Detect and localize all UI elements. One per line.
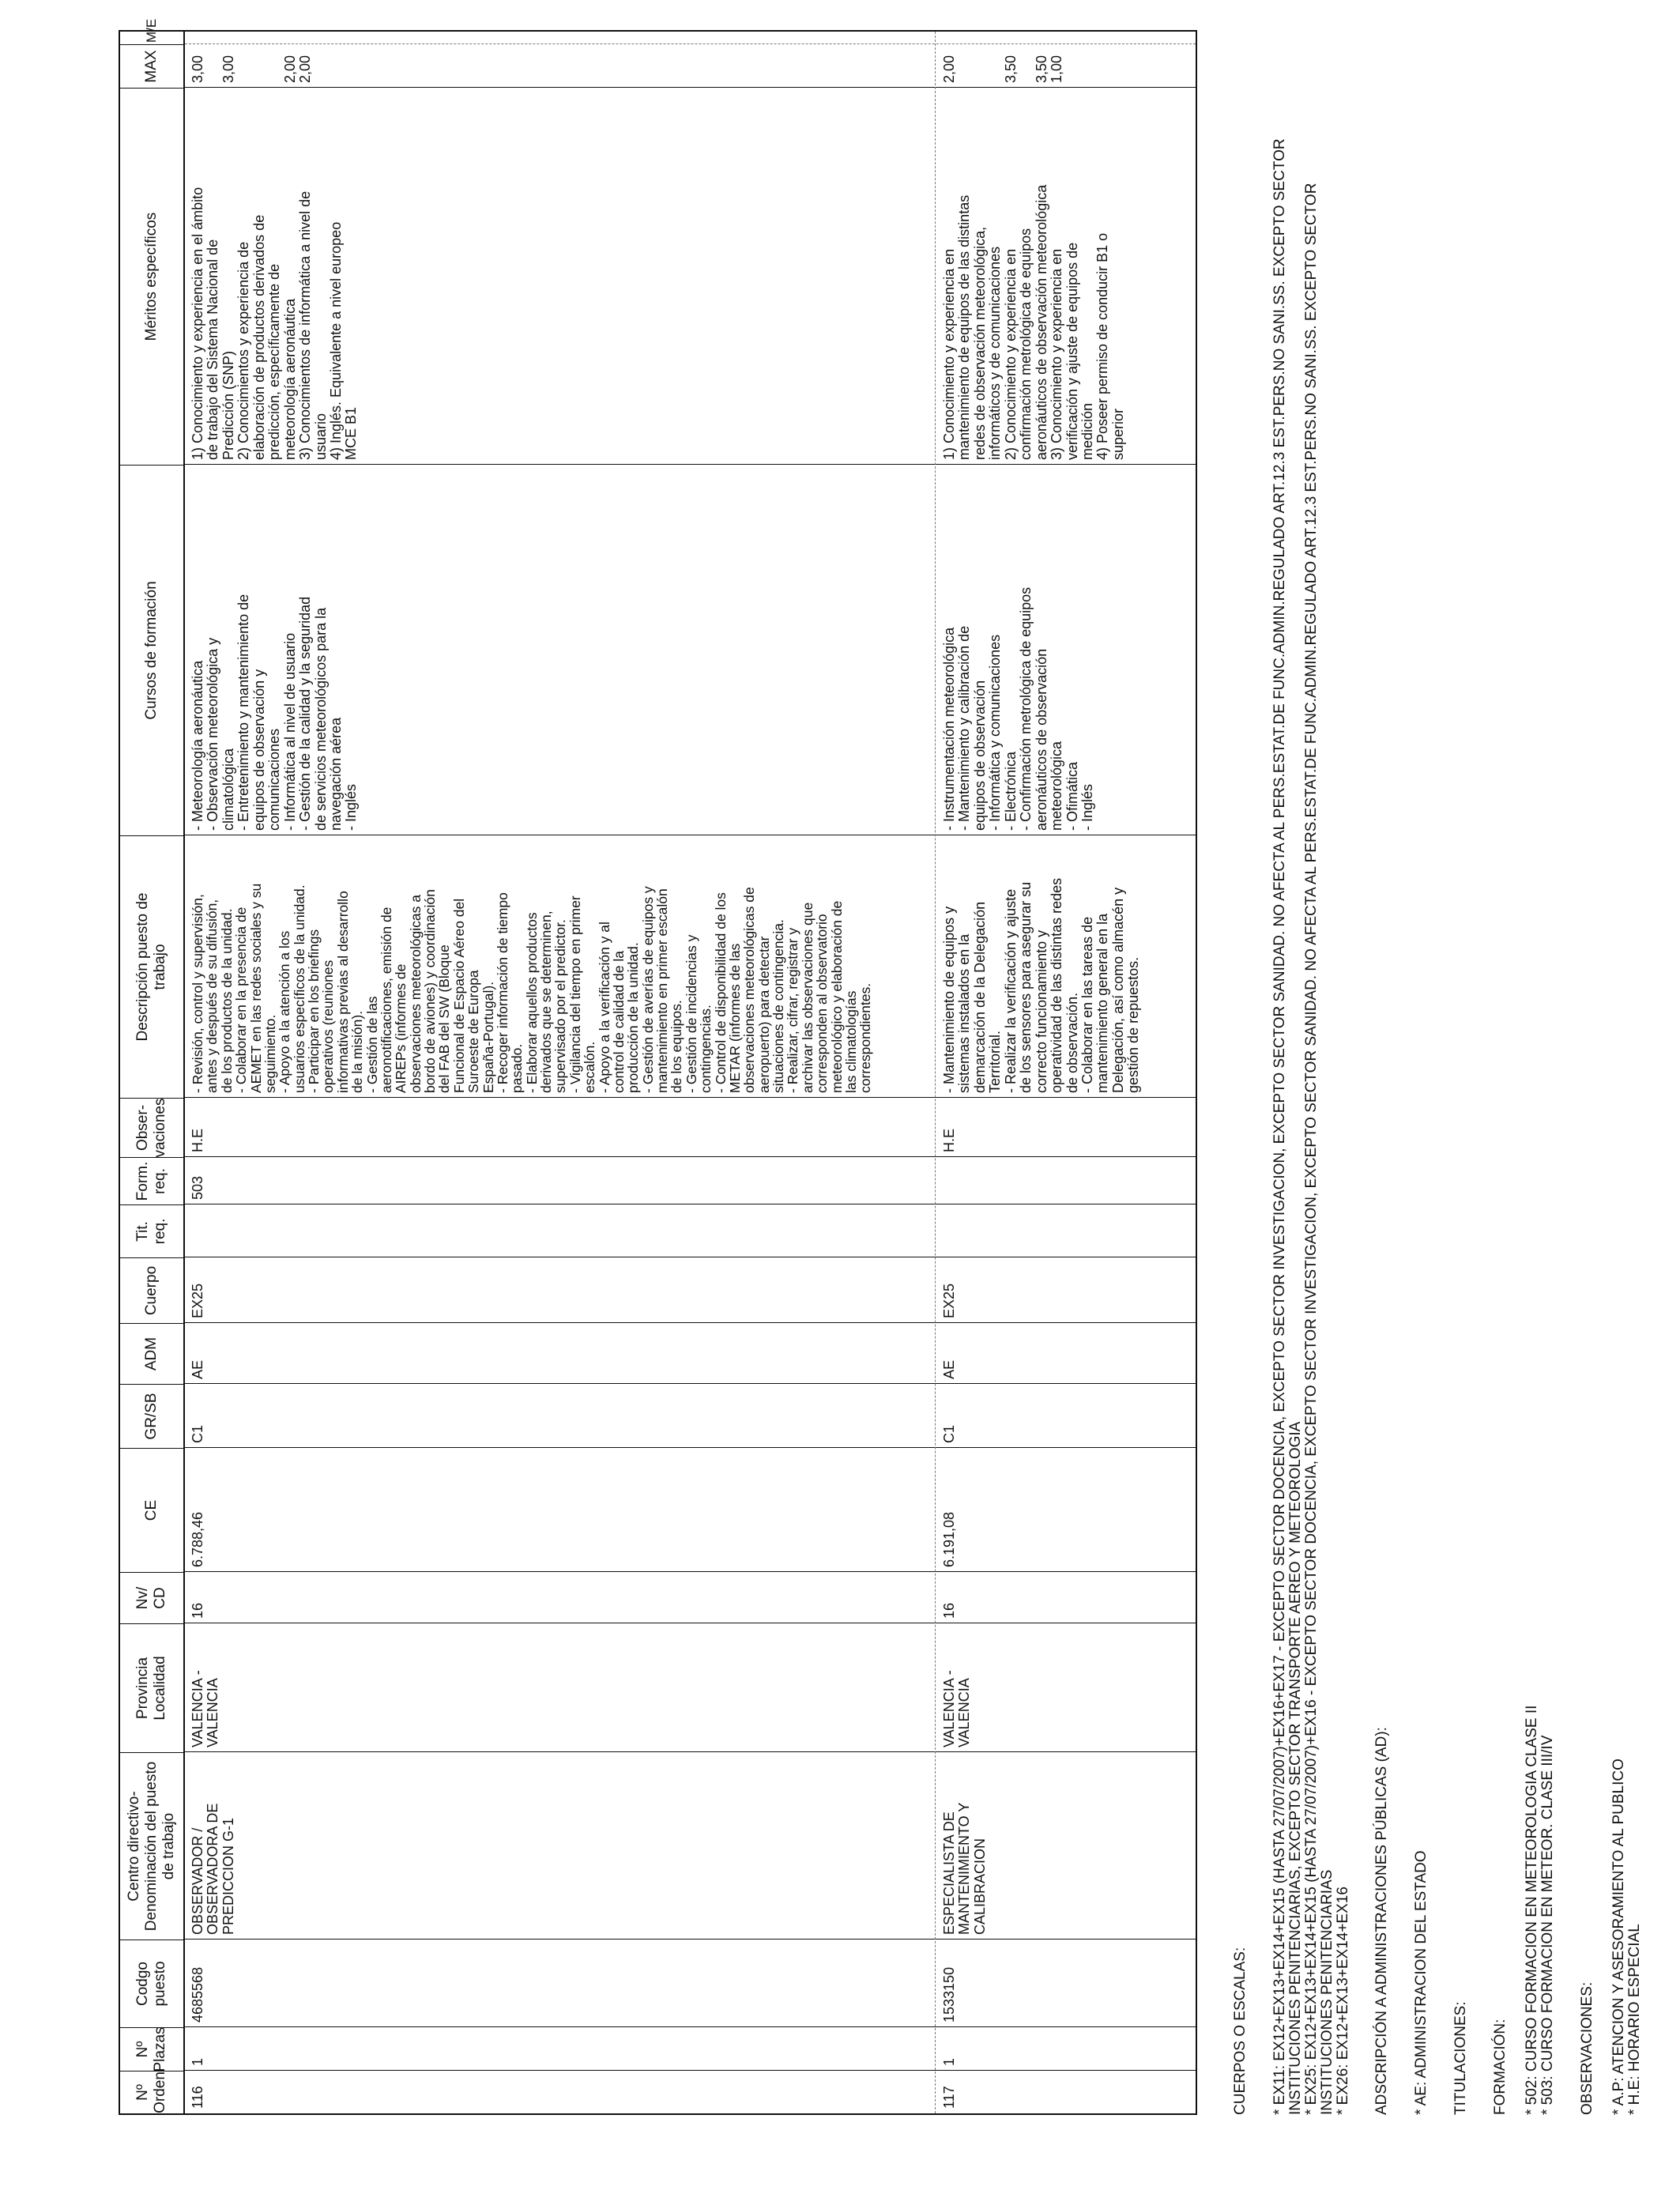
row-117-codigo: 1533150 bbox=[941, 1966, 957, 2022]
row-117-ce: 6.191,08 bbox=[941, 1511, 957, 1567]
header-descripcion: Descripción puesto de trabajo bbox=[120, 835, 185, 1098]
row-116-max: 3,00 3,00 2,00 2,00 bbox=[190, 55, 314, 83]
row-116-nivel: 16 bbox=[190, 1602, 205, 1619]
row-116-me bbox=[187, 32, 930, 44]
row-116-cuerpo: EX25 bbox=[190, 1283, 205, 1318]
row-117-me bbox=[939, 32, 1192, 44]
header-grsb: GR/SB bbox=[120, 1384, 185, 1448]
row-116-codigo: 4685568 bbox=[190, 1966, 205, 2022]
row-117-provincia: VALENCIA - VALENCIA bbox=[941, 1670, 973, 1747]
header-meritos: Méritos específicos bbox=[120, 88, 185, 465]
row-116-ce: 6.788,46 bbox=[190, 1511, 205, 1567]
footnote-observaciones-text: * A.P: ATENCION Y ASESORAMIENTO AL PUBLICO * H.E: HORARIO ESPECIAL bbox=[1610, 1759, 1643, 2115]
header-ce: CE bbox=[120, 1448, 185, 1572]
row-116-orden: 116 bbox=[190, 2086, 205, 2109]
header-provincia: Provincia Localidad bbox=[120, 1623, 185, 1752]
row-117-plazas: 1 bbox=[941, 2057, 957, 2066]
row-divider bbox=[935, 32, 936, 2113]
footnote-titulaciones-title: TITULACIONES: bbox=[1452, 2001, 1470, 2115]
row-116-adm: AE bbox=[190, 1359, 205, 1379]
header-cursos: Cursos de formación bbox=[120, 465, 185, 835]
footnote-formacion-text: * 502: CURSO FORMACION EN METEOROLOGIA CLASE II * 503: CURSO FORMACION EN METEOR. CLASE III/IV bbox=[1523, 1705, 1556, 2115]
header-codigo: Codgo puesto bbox=[120, 1940, 185, 2027]
footnote-cuerpos-text: * EX11: EX12+EX13+EX14+EX15 (HASTA 27/07/2007)+EX16+EX17 - EXCEPTO SECTOR DOCENCIA, EXCEPTO SECTOR INVESTIGACION, EXCEPTO SECTOR SANIDAD. NO AFECTA AL PERS.ESTAT.DE FUNC.ADMIN.REGULADO ART.12.3 EST.PERS.NO SANI.SS. EXCEPTO SECTOR INSTITUCIONES PENITENCIARIAS, EXCEPTO SECTOR TRANSPORTE AEREO Y METEOROLOGIA * EX25: EX12+EX13+EX14+EX15 (HASTA 27/07/2007)+EX16 - EXCEPTO SECTOR DOCENCIA, EXCEPTO SECTOR INVESTIGACION, EXCEPTO SECTOR SANIDAD. NO AFECTA AL PERS.ESTAT.DE FUNC.ADMIN.REGULADO ART.12.3 EST.PERS.NO SANI.SS. EXCEPTO SECTOR INSTITUCIONES PENITENCIARIAS * EX26: EX12+EX13+EX14+EX16 bbox=[1271, 138, 1351, 2115]
header-centro: Centro directivo- Denominación del puesto de trabajo bbox=[120, 1752, 185, 1940]
row-117-adm: AE bbox=[941, 1359, 957, 1379]
row-116-plazas: 1 bbox=[190, 2057, 205, 2066]
row-116-obs: H.E bbox=[190, 1128, 205, 1152]
row-116-tit bbox=[187, 1204, 930, 1257]
row-116-grsb: C1 bbox=[190, 1424, 205, 1443]
row-116-cursos: - Meteorología aeronáutica - Observación meteorológica y climatológica - Entretenimiento y mantenimiento de equipos de observación y comunicaciones - Informática al nivel de usuario - Gestión de la calidad y la seguridad de servicios meteorológicos para la navegación aérea - Inglés bbox=[190, 594, 360, 831]
row-117-orden: 117 bbox=[941, 2086, 957, 2109]
header-cuerpo: Cuerpo bbox=[120, 1257, 185, 1323]
positions-table bbox=[119, 18, 1197, 2115]
row-116-centro: OBSERVADOR / OBSERVADORA DE PREDICCION G-1 bbox=[190, 1803, 236, 1935]
header-orden: Nº Orden bbox=[120, 2071, 185, 2113]
header-max: MAX bbox=[120, 44, 185, 88]
row-116-form: 503 bbox=[190, 1175, 205, 1200]
row-117-max: 2,00 3,50 3,50 1,00 bbox=[941, 55, 1065, 83]
row-117-descripcion: - Mantenimiento de equipos y sistemas instalados en la demarcación de la Delegación Territorial. - Realizar la verificación y ajuste de los sensores para asegurar su correcto funcionamiento y operatividad de las distintas redes de observación. - Colaborar en las tareas de mantenimiento general en la Delegación, así como almacén y gestión de repuestos. bbox=[941, 877, 1142, 1093]
footnotes bbox=[1217, 28, 1666, 2115]
footnote-cuerpos-title: CUERPOS O ESCALAS: bbox=[1231, 1947, 1249, 2115]
row-117-centro: ESPECIALISTA DE MANTENIMIENTO Y CALIBRACION bbox=[941, 1802, 988, 1935]
header-form: Form. req. bbox=[120, 1157, 185, 1204]
footnote-formacion-title: FORMACIÓN: bbox=[1492, 2019, 1509, 2115]
row-117-obs: H.E bbox=[941, 1128, 957, 1152]
header-adm: ADM bbox=[120, 1323, 185, 1384]
row-116-provincia: VALENCIA - VALENCIA bbox=[190, 1670, 221, 1747]
header-tit: Tit. req. bbox=[120, 1204, 185, 1257]
row-117-cursos: - Instrumentación meteorológica - Mantenimiento y calibración de equipos de observación - Informática y comunicaciones - Electrónica - Confirmación metrológica de equipos aeronáuticos de observación meteorológica - Ofimática - Inglés bbox=[941, 586, 1095, 831]
row-116-descripcion: - Revisión, control y supervisión, antes y después de su difusión, de los productos de la unidad. - Colaborar en la presencia de AEMET en las redes sociales y su seguimiento. - Apoyo a la atención a los usuarios específicos de la unidad. - Participar en los briefings operativos (reuniones informativas previas al desarrollo de la misión). - Gestión de las aeronotificaciones, emisión de AIREPs (informes de observaciones meteorológicas a bordo de aviones) y coordinación del FAB del SW (Bloque Funcional de Espacio Aéreo del Suroeste de Europa España-Portugal). - Recoger información de tiempo pasado. - Elaborar aquellos productos derivados que se determinen, supervisado por el predictor. - Vigilancia del tiempo en primer escalón. - Apoyo a la verificación y al control de calidad de la producción de la unidad. - Gestión de averías de equipos y mantenimiento en primer escalón de los equipos. - Gestión de incidencias y contingencias. - Control de disponibilidad de los METAR (informes de las observaciones meteorológicas de aeropuerto) para detectar situaciones de contingencia. - Realizar, cifrar, registrar y archivar las observaciones que corresponden al observatorio meteorológico y elaboración de las climatologías correspondientes. bbox=[190, 883, 874, 1093]
header-nivel: Nv/ CD bbox=[120, 1572, 185, 1623]
row-117-meritos: 1) Conocimiento y experiencia en mantenimiento de equipos de las distintas redes de observación meteorológica, informáticos y de comunicaciones 2) Conocimiento y experiencia en confirmación metrológica de equipos aeronáuticos de observación meteorológica 3) Conocimiento y experiencia en verificación y ajuste de equipos de medición 4) Poseer permiso de conducir B1 o superior bbox=[941, 184, 1126, 460]
row-117-cuerpo: EX25 bbox=[941, 1283, 957, 1318]
footnote-observaciones-title: OBSERVACIONES: bbox=[1578, 1981, 1595, 2115]
row-117-nivel: 16 bbox=[941, 1602, 957, 1619]
row-116-meritos: 1) Conocimiento y experiencia en el ámbito de trabajo del Sistema Nacional de Predicción (SNP) 2) Conocimientos y experiencia de elaboración de productos derivados de predicción, específicamente de meteorología aeronáutica 3) Conocimientos de informática a nivel de usuario 4) Inglés. Equivalente a nivel europeo MCE B1 bbox=[190, 187, 360, 460]
footnote-adscripcion-title: ADSCRIPCIÓN A ADMINISTRACIONES PÚBLICAS (AD): bbox=[1373, 1727, 1391, 2115]
row-117-tit bbox=[939, 1204, 1192, 1257]
header-obs: Obser- vaciones bbox=[120, 1098, 185, 1157]
header-me: M/E bbox=[120, 32, 185, 44]
row-117-form bbox=[939, 1157, 1192, 1204]
row-117-grsb: C1 bbox=[941, 1424, 957, 1443]
header-plazas: Nº Plazas bbox=[120, 2027, 185, 2071]
footnote-adscripcion-text: * AE: ADMINISTRACION DEL ESTADO bbox=[1413, 1850, 1430, 2115]
